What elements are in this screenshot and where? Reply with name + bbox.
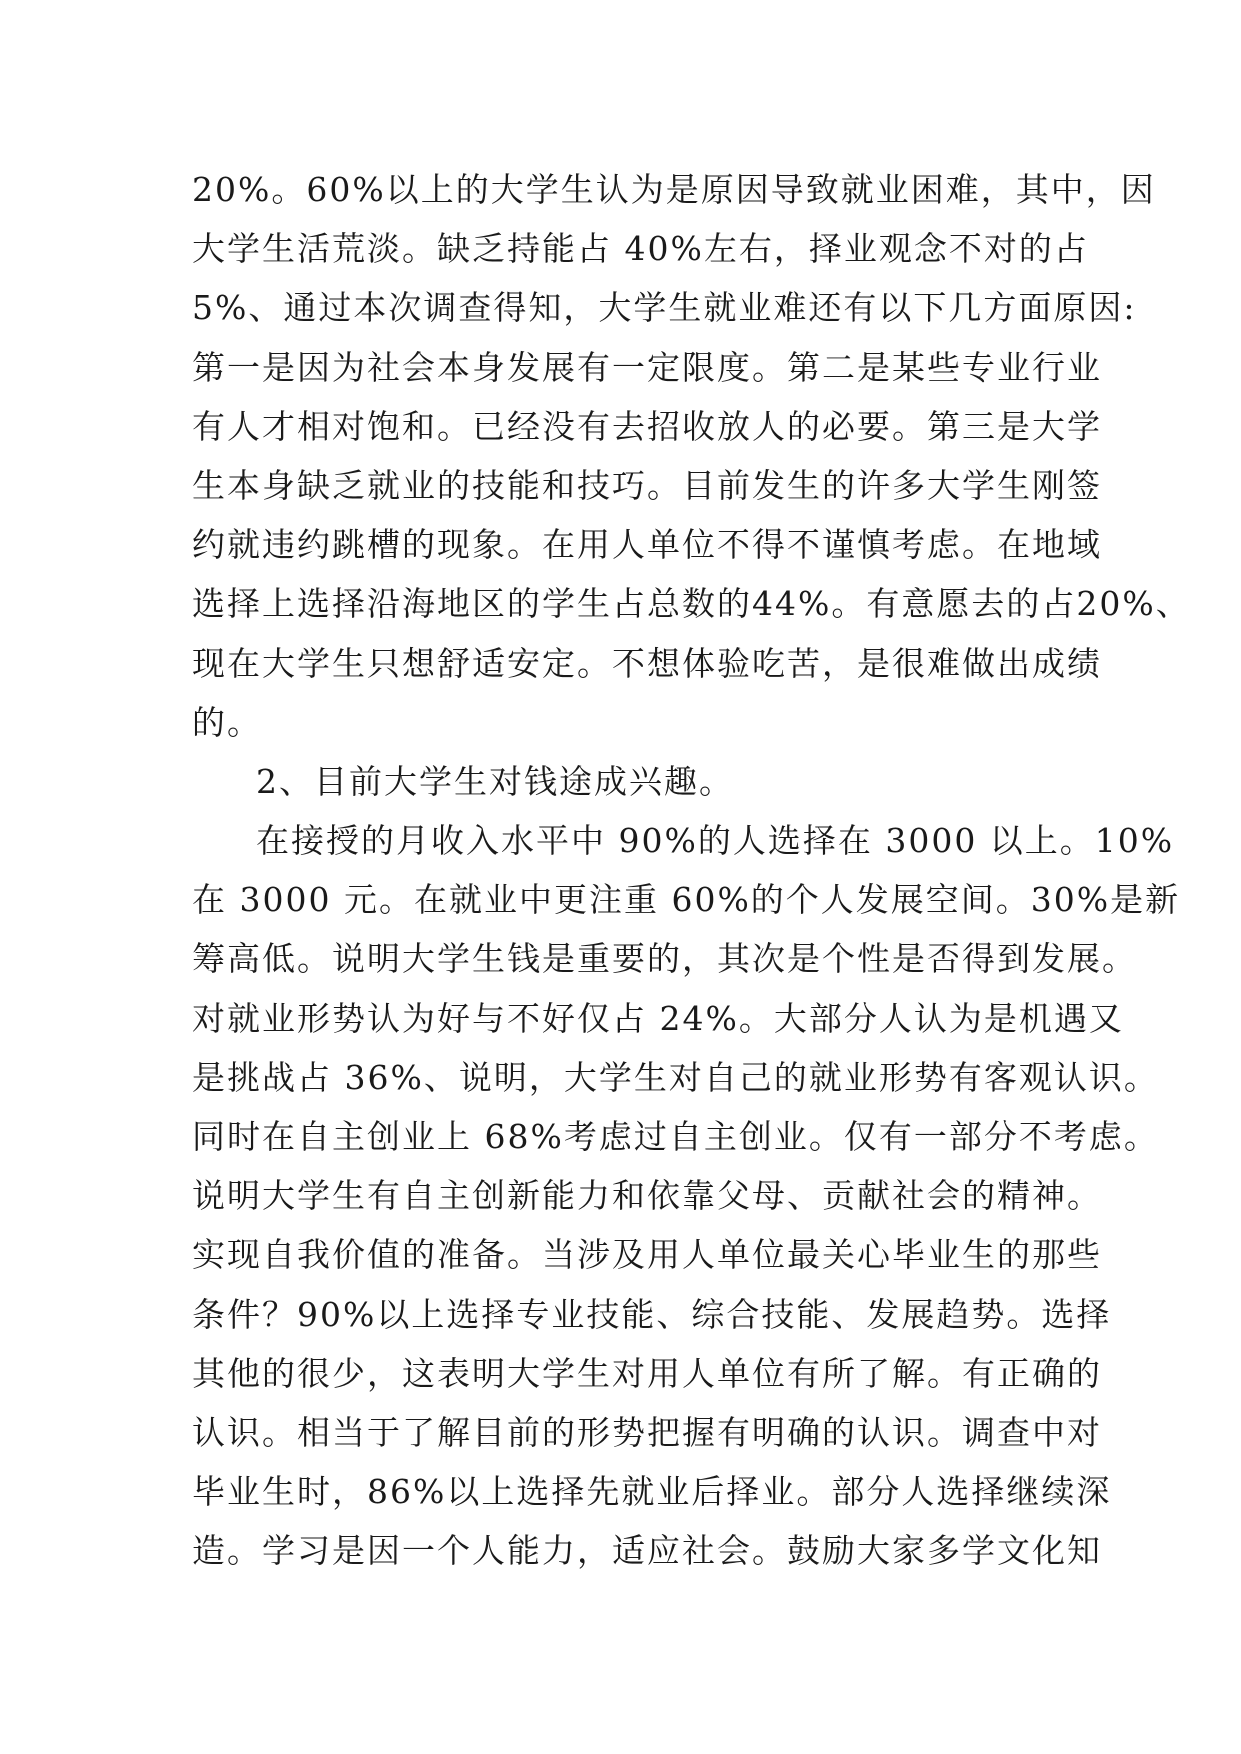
text-line: 的。	[192, 702, 262, 742]
text-line: 其他的很少，这表明大学生对用人单位有所了解。有正确的	[192, 1353, 1102, 1393]
body-text	[192, 160, 1191, 1581]
text-line: 20%。60%以上的大学生认为是原因导致就业困难，其中，因	[192, 170, 1156, 209]
text-line: 同时在自主创业上 68%考虑过自主创业。仅有一部分不考虑。	[192, 1117, 1159, 1156]
text-line: 造。学习是因一个人能力，适应社会。鼓励大家多学文化知	[192, 1531, 1102, 1571]
text-line: 实现自我价值的准备。当涉及用人单位最关心毕业生的那些	[192, 1235, 1102, 1275]
text-line: 选择上选择沿海地区的学生占总数的44%。有意愿去的占20%、	[192, 584, 1191, 624]
text-line: 认识。相当于了解目前的形势把握有明确的认识。调查中对	[192, 1412, 1102, 1452]
text-line: 5%、通过本次调查得知，大学生就业难还有以下几方面原因:	[192, 288, 1137, 328]
text-line: 现在大学生只想舒适安定。不想体验吃苦，是很难做出成绩	[192, 643, 1102, 683]
text-line: 说明大学生有自主创新能力和依靠父母、贡献社会的精神。	[192, 1176, 1102, 1216]
text-line: 第一是因为社会本身发展有一定限度。第二是某些专业行业	[192, 347, 1102, 387]
text-line: 大学生活荒淡。缺乏持能占 40%左右，择业观念不对的占	[192, 229, 1089, 269]
section-heading: 2、目前大学生对钱途成兴趣。	[256, 761, 734, 801]
text-line: 有人才相对饱和。已经没有去招收放人的必要。第三是大学	[192, 406, 1102, 446]
text-line: 毕业生时，86%以上选择先就业后择业。部分人选择继续深	[192, 1472, 1112, 1512]
text-line: 约就违约跳槽的现象。在用人单位不得不谨慎考虑。在地域	[192, 525, 1102, 565]
paragraph-first-line: 在接授的月收入水平中 90%的人选择在 3000 以上。10%	[256, 821, 1175, 861]
text-line: 生本身缺乏就业的技能和技巧。目前发生的许多大学生刚签	[192, 465, 1102, 505]
text-line: 条件？90%以上选择专业技能、综合技能、发展趋势。选择	[192, 1294, 1112, 1334]
text-line: 在 3000 元。在就业中更注重 60%的个人发展空间。30%是新	[192, 880, 1181, 920]
text-line: 筹高低。说明大学生钱是重要的，其次是个性是否得到发展。	[192, 939, 1137, 979]
text-line: 对就业形势认为好与不好仅占 24%。大部分人认为是机遇又	[192, 998, 1124, 1038]
text-line: 是挑战占 36%、说明，大学生对自己的就业形势有客观认识。	[192, 1057, 1159, 1097]
